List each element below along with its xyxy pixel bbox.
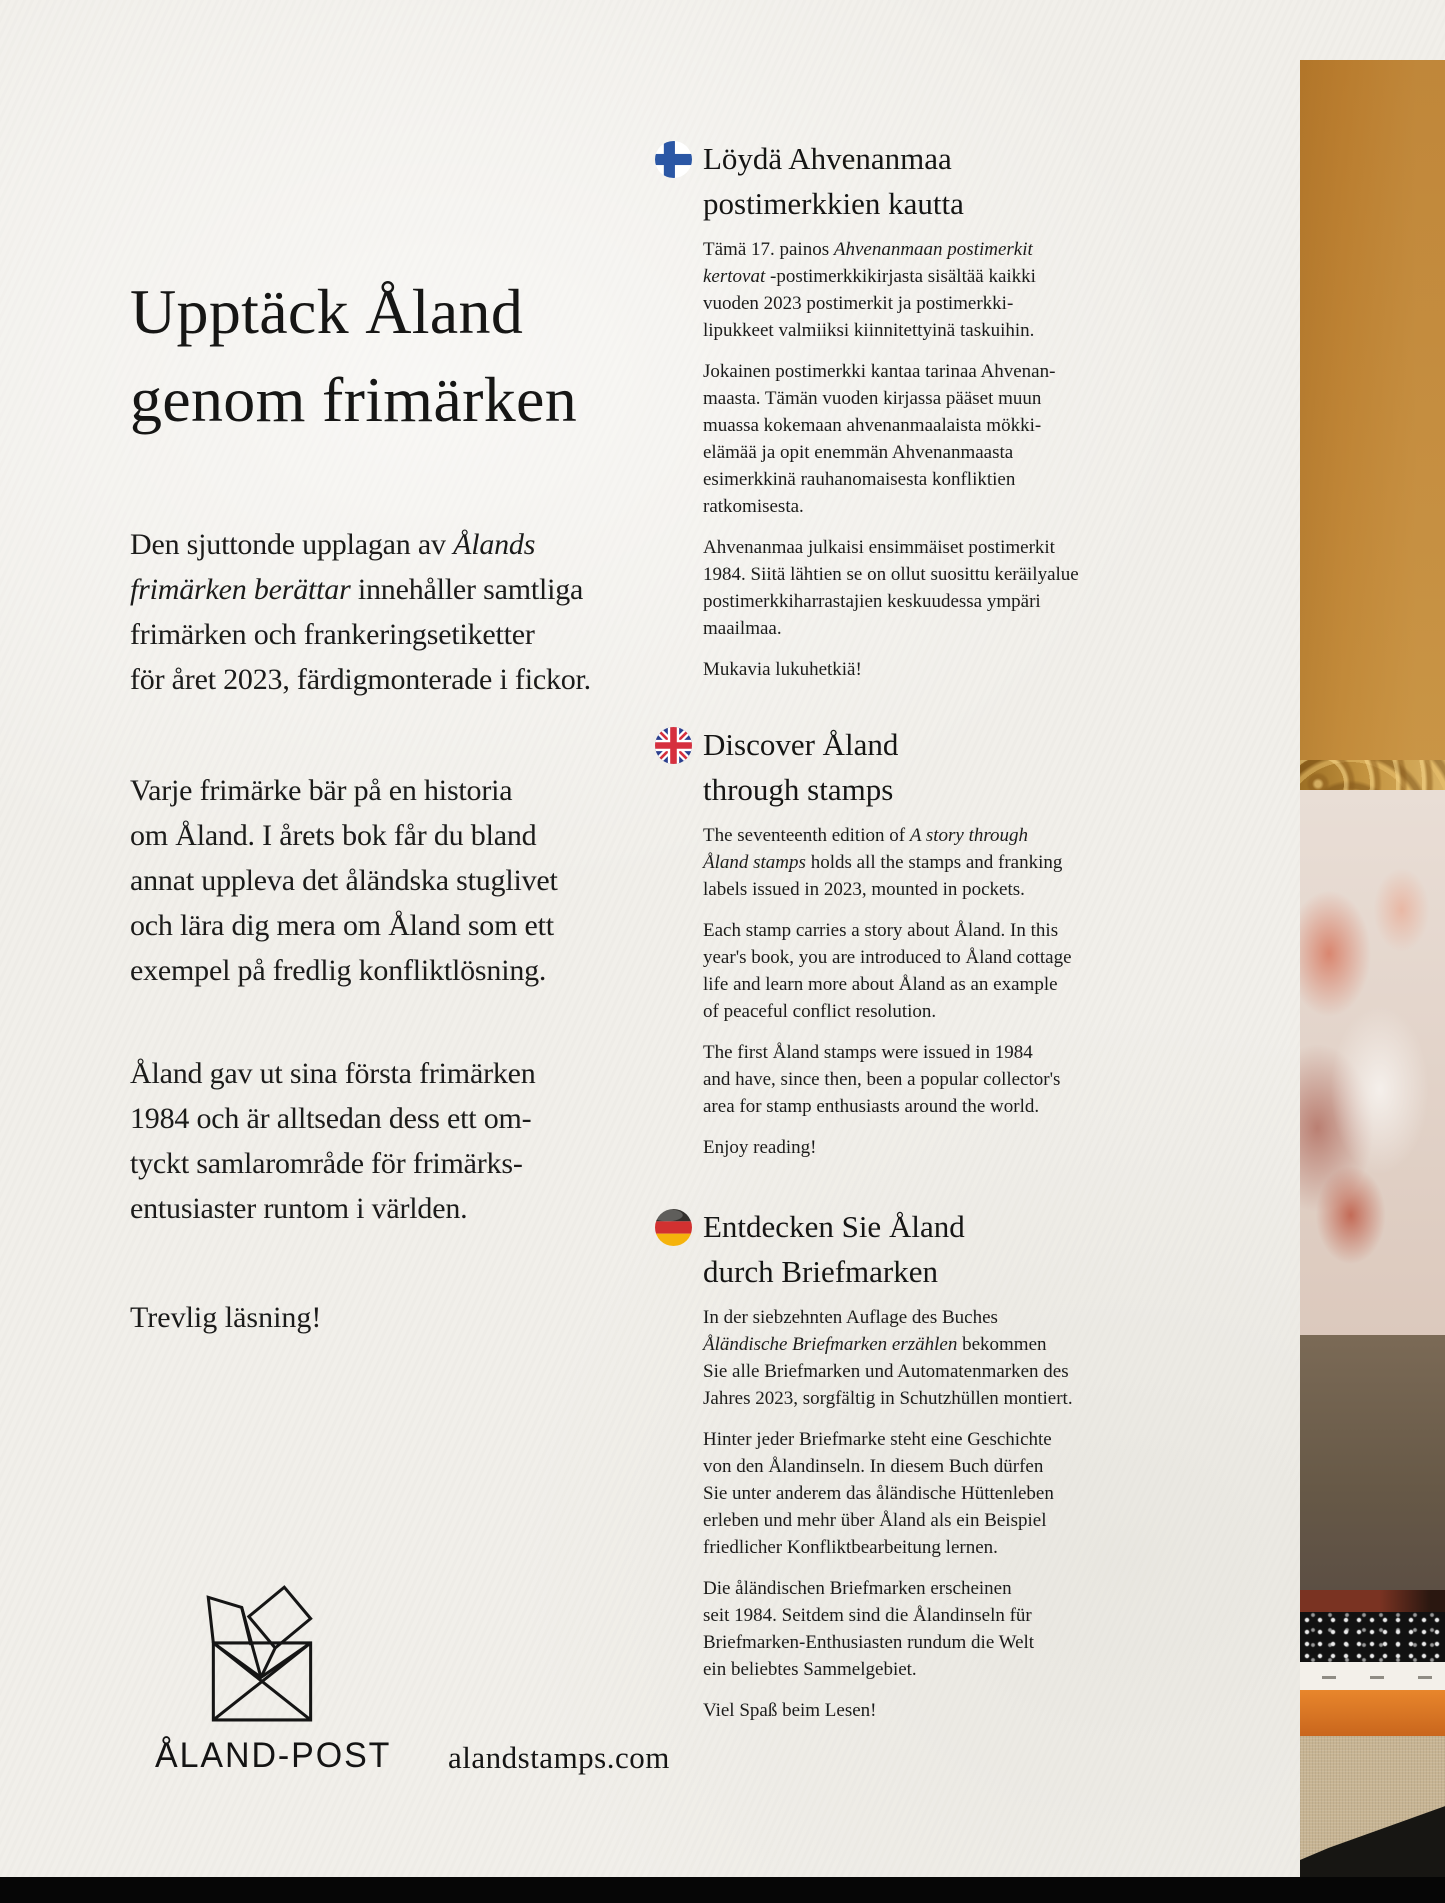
finnish-closing-line: Mukavia lukuhetkiä!	[703, 659, 862, 680]
text-line: ratkomisesta.	[703, 496, 804, 517]
bottom-black-bar	[0, 1877, 1445, 1903]
english-paragraph	[703, 1039, 1103, 1120]
text-line: year's book, you are introduced to Åland cottage	[703, 947, 1072, 968]
text-line: exempel på fredlig konfliktlösning.	[130, 954, 547, 987]
heading-line: postimerkkien kautta	[703, 186, 964, 221]
section-finnish	[703, 136, 1103, 683]
aland-post-wordmark: ÅLAND-POST	[155, 1736, 392, 1775]
text-line: Die åländischen Briefmarken erscheinen	[703, 1578, 1012, 1599]
swedish-paragraph	[130, 522, 660, 702]
text-line: Hinter jeder Briefmarke steht eine Geschichte	[703, 1429, 1052, 1450]
website-url: alandstamps.com	[448, 1740, 670, 1775]
germany-flag-icon	[655, 1209, 692, 1246]
swedish-paragraph	[130, 1051, 660, 1231]
text-line: kertovat -postimerkkikirjasta sisältää kaikki	[703, 266, 1036, 287]
text-line: labels issued in 2023, mounted in pockets.	[703, 879, 1025, 900]
text-line: muassa kokemaan ahvenanmaalaista mökki-	[703, 415, 1042, 436]
german-closing-line: Viel Spaß beim Lesen!	[703, 1700, 877, 1721]
uk-flag-icon	[655, 727, 692, 764]
english-paragraph	[703, 822, 1103, 903]
text-line: om Åland. I årets bok får du bland	[130, 819, 537, 852]
text-line: and have, since then, been a popular collector's	[703, 1069, 1061, 1090]
text-line: Åland gav ut sina första frimärken	[130, 1057, 536, 1090]
text-line: friedlicher Konfliktbearbeitung lernen.	[703, 1537, 998, 1558]
studio-photo-strip	[1300, 60, 1445, 1877]
text-line: postimerkkiharrastajien keskuudessa ympäri	[703, 591, 1041, 612]
heading-line: Discover Åland	[703, 727, 899, 762]
german-paragraph	[703, 1426, 1103, 1561]
section-english	[703, 722, 1103, 1161]
text-line: In der siebzehnten Auflage des Buches	[703, 1307, 998, 1328]
photo-canvas-staples	[1300, 1676, 1445, 1679]
page-title	[130, 268, 660, 444]
swedish-closing-line: Trevlig läsning!	[130, 1301, 322, 1334]
text-line: entusiaster runtom i världen.	[130, 1192, 468, 1225]
german-paragraph	[703, 1304, 1103, 1412]
text-line: tyckt samlarområde för frimärks-	[130, 1147, 523, 1180]
english-heading	[703, 722, 1103, 812]
finnish-paragraph	[703, 236, 1103, 344]
text-line: Tämä 17. painos Ahvenanmaan postimerkit	[703, 239, 1033, 260]
finnish-paragraph	[703, 358, 1103, 520]
english-paragraph	[703, 917, 1103, 1025]
text-line: Jokainen postimerkki kantaa tarinaa Ahvenan-	[703, 361, 1056, 382]
text-line: Åländische Briefmarken erzählen bekommen	[703, 1334, 1047, 1355]
text-line: maailmaa.	[703, 618, 782, 639]
swedish-paragraph	[130, 768, 660, 993]
text-line: Briefmarken-Enthusiasten rundum die Welt	[703, 1632, 1035, 1653]
text-line: Sie alle Briefmarken und Automatenmarken des	[703, 1361, 1069, 1382]
text-line: för året 2023, färdigmonterade i fickor.	[130, 663, 591, 696]
photo-maroon-frame	[1300, 1590, 1445, 1612]
aland-post-envelope-logo-icon	[203, 1572, 323, 1724]
section-german	[703, 1204, 1103, 1724]
english-closing-line: Enjoy reading!	[703, 1137, 817, 1158]
text-line: esimerkkinä rauhanomaisesta konfliktien	[703, 469, 1016, 490]
photo-bubble-wrap	[1300, 1612, 1445, 1662]
text-line: 1984. Siitä lähtien se on ollut suosittu keräilyalue	[703, 564, 1079, 585]
photo-easel-shadow	[1300, 1335, 1445, 1590]
text-line: erleben und mehr über Åland als ein Beispiel	[703, 1510, 1047, 1531]
finnish-heading	[703, 136, 1103, 226]
text-line: area for stamp enthusiasts around the world.	[703, 1096, 1040, 1117]
text-line: Jahres 2023, sorgfältig in Schutzhüllen montiert.	[703, 1388, 1073, 1409]
text-line: frimärken berättar innehåller samtliga	[130, 573, 584, 606]
text-line: Each stamp carries a story about Åland. In this	[703, 920, 1059, 941]
german-paragraph	[703, 1575, 1103, 1683]
text-line: 1984 och är alltsedan dess ett om-	[130, 1102, 532, 1135]
photo-orange-edge-detail	[1300, 1690, 1445, 1736]
text-line: von den Ålandinseln. In diesem Buch dürfen	[703, 1456, 1044, 1477]
heading-line: Löydä Ahvenanmaa	[703, 141, 952, 176]
text-line: annat uppleva det åländska stuglivet	[130, 864, 558, 897]
text-line: Sie unter anderem das åländische Hüttenleben	[703, 1483, 1054, 1504]
page-title-line: genom frimärken	[130, 364, 577, 435]
text-line: of peaceful conflict resolution.	[703, 1001, 937, 1022]
heading-line: Entdecken Sie Åland	[703, 1209, 965, 1244]
text-line: ein beliebtes Sammelgebiet.	[703, 1659, 917, 1680]
swedish-intro-column	[130, 268, 660, 1340]
heading-line: durch Briefmarken	[703, 1254, 938, 1289]
finnish-paragraph	[703, 534, 1103, 642]
language-sections-column	[703, 136, 1103, 1724]
text-line: Varje frimärke bär på en historia	[130, 774, 513, 807]
text-line: lipukkeet valmiiksi kiinnitettyinä taskuihin.	[703, 320, 1035, 341]
text-line: frimärken och frankeringsetiketter	[130, 618, 535, 651]
text-line: Den sjuttonde upplagan av Ålands	[130, 528, 536, 561]
text-line: life and learn more about Åland as an example	[703, 974, 1058, 995]
text-line: elämää ja opit enemmän Ahvenanmaasta	[703, 442, 1014, 463]
heading-line: through stamps	[703, 772, 894, 807]
page-title-line: Upptäck Åland	[130, 276, 524, 347]
text-line: Åland stamps holds all the stamps and franking	[703, 852, 1063, 873]
text-line: The seventeenth edition of A story through	[703, 825, 1029, 846]
text-line: och lära dig mera om Åland som ett	[130, 909, 554, 942]
photo-painting-canvas	[1300, 790, 1445, 1335]
text-line: Ahvenanmaa julkaisi ensimmäiset postimerkit	[703, 537, 1055, 558]
finland-flag-icon	[655, 141, 692, 178]
text-line: maasta. Tämän vuoden kirjassa pääset muun	[703, 388, 1042, 409]
text-line: The first Åland stamps were issued in 1984	[703, 1042, 1033, 1063]
text-line: seit 1984. Seitdem sind die Ålandinseln für	[703, 1605, 1032, 1626]
text-line: vuoden 2023 postimerkit ja postimerkki-	[703, 293, 1014, 314]
german-heading	[703, 1204, 1103, 1294]
